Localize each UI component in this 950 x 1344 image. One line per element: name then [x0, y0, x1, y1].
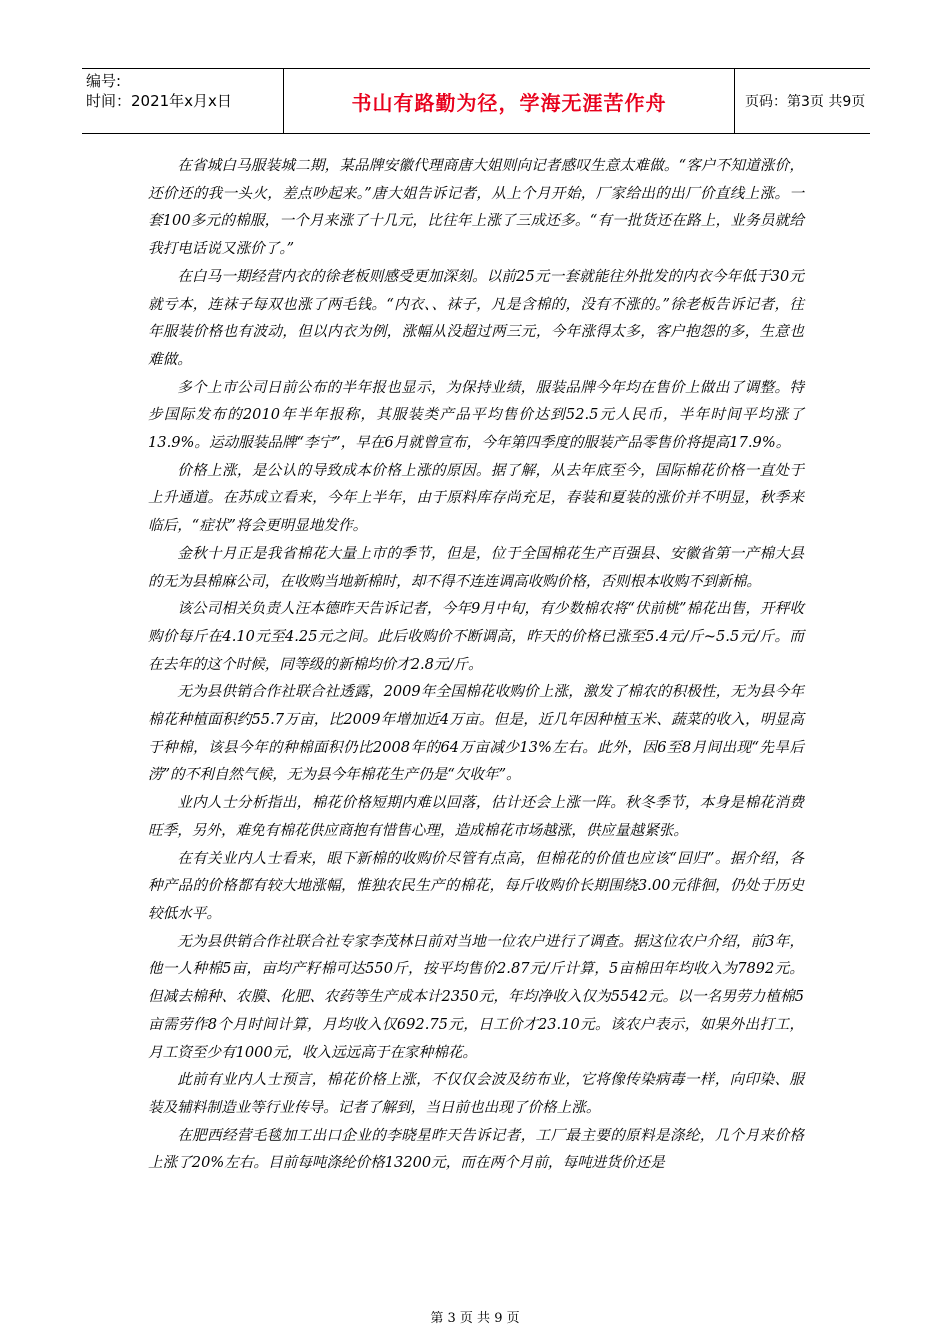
header-motto-cell [284, 69, 735, 133]
header-page-cell [735, 69, 870, 133]
paragraph: 业内人士分析指出，棉花价格短期内难以回落，估计还会上涨一阵。秋冬季节，本身是棉花消费旺季，另外，难免有棉花供应商抱有惜售心理，造成棉花市场越涨，供应量越紧张。 [148, 794, 804, 839]
paragraph: 在省城白马服装城二期，某品牌安徽代理商唐大姐则向记者感叹生意太难做。“客户不知道涨价，还价还的我一头火，差点吵起来。”唐大姐告诉记者，从上个月开始，厂家给出的出厂价直线上涨。一套100多元的棉服，一个月来涨了十几元，比往年上涨了三成还多。“有一批货还在路上，业务员就给我打电话说又涨价了。” [148, 157, 804, 258]
paragraph: 在肥西经营毛毯加工出口企业的李晓星昨天告诉记者，工厂最主要的原料是涤纶，几个月来价格上涨了20%左右。目前每吨涤纶价格13200元，而在两个月前，每吨进货价还是 [148, 1126, 804, 1172]
document-date-label: 时间：2021年x月x日 [86, 92, 232, 110]
header-motto: 书山有路勤为径，学海无涯苦作舟 [351, 90, 667, 115]
header-page-info: 页码：第3页 共9页 [745, 94, 866, 110]
paragraph: 该公司相关负责人汪本德昨天告诉记者，今年9月中旬，有少数棉农将“伏前桃”棉花出售，开秤收购价每斤在4.10元至4.25元之间。此后收购价不断调高，昨天的价格已涨至5.4元/斤~5.5元/斤。而在去年的这个时候，同等级的新棉均价才2.8元/斤。 [148, 600, 804, 673]
paragraph: 此前有业内人士预言，棉花价格上涨，不仅仅会波及纺布业，它将像传染病毒一样，向印染、服装及辅料制造业等行业传导。记者了解到，当日前也出现了价格上涨。 [148, 1071, 804, 1116]
paragraph: 在白马一期经营内衣的徐老板则感受更加深刻。以前25元一套就能往外批发的内衣今年低于30元就亏本，连袜子每双也涨了两毛钱。“内衣、、袜子，凡是含棉的，没有不涨的。”徐老板告诉记者，往年服装价格也有波动，但以内衣为例，涨幅从没超过两三元，今年涨得太多，客户抱怨的多，生意也难做。 [148, 267, 804, 368]
paragraph: 在有关业内人士看来，眼下新棉的收购价尽管有点高，但棉花的价值也应该“回归”。据介绍，各种产品的价格都有较大地涨幅，惟独农民生产的棉花，每斤收购价长期围绕3.00元徘徊，仍处于历史较低水平。 [148, 849, 804, 922]
paragraph: 多个上市公司日前公布的半年报也显示，为保持业绩，服装品牌今年均在售价上做出了调整。特步国际发布的2010年半年报称，其服装类产品平均售价达到52.5元人民币，半年时间平均涨了13.9%。运动服装品牌“李宁”，早在6月就曾宣布，今年第四季度的服装产品零售价将提高17.9%。 [148, 378, 804, 452]
page-footer: 第 3 页 共 9 页 [430, 1311, 520, 1326]
paragraph: 金秋十月正是我省棉花大量上市的季节，但是，位于全国棉花生产百强县、安徽省第一产棉大县的无为县棉麻公司，在收购当地新棉时，却不得不连连调高收购价格，否则根本收购不到新棉。 [148, 544, 804, 590]
page-header [82, 68, 870, 134]
article-body [148, 152, 804, 1177]
document-number-label: 编号: [86, 72, 122, 90]
paragraph: 价格上涨，是公认的导致成本价格上涨的原因。据了解，从去年底至今，国际棉花价格一直处于上升通道。在苏成立看来，今年上半年，由于原料库存尚充足，春装和夏装的涨价并不明显，秋季来临后，“症状”将会更明显地发作。 [148, 461, 804, 535]
paragraph: 无为县供销合作社联合社专家李茂林日前对当地一位农户进行了调查。据这位农户介绍，前3年，他一人种棉5亩，亩均产籽棉可达550斤，按平均售价2.87元/斤计算，5亩棉田年均收入为7892元。但减去棉种、农膜、化肥、农药等生产成本计2350元，年均净收入仅为5542元。以一名男劳力植棉5亩需劳作8个月时间计算，月均收入仅692.75元，日工价才23.10元。该农户表示，如果外出打工，月工资至少有1000元，收入远远高于在家种棉花。 [148, 932, 804, 1061]
header-meta-cell [82, 69, 284, 133]
paragraph: 无为县供销合作社联合社透露，2009年全国棉花收购价上涨，激发了棉农的积极性，无为县今年棉花种植面积约55.7万亩，比2009年增加近4万亩。但是，近几年因种植玉米、蔬菜的收入，明显高于种棉，该县今年的种棉面积仍比2008年的64万亩减少13%左右。此外，因6至8月间出现“先旱后涝”的不利自然气候，无为县今年棉花生产仍是“欠收年”。 [148, 683, 804, 784]
